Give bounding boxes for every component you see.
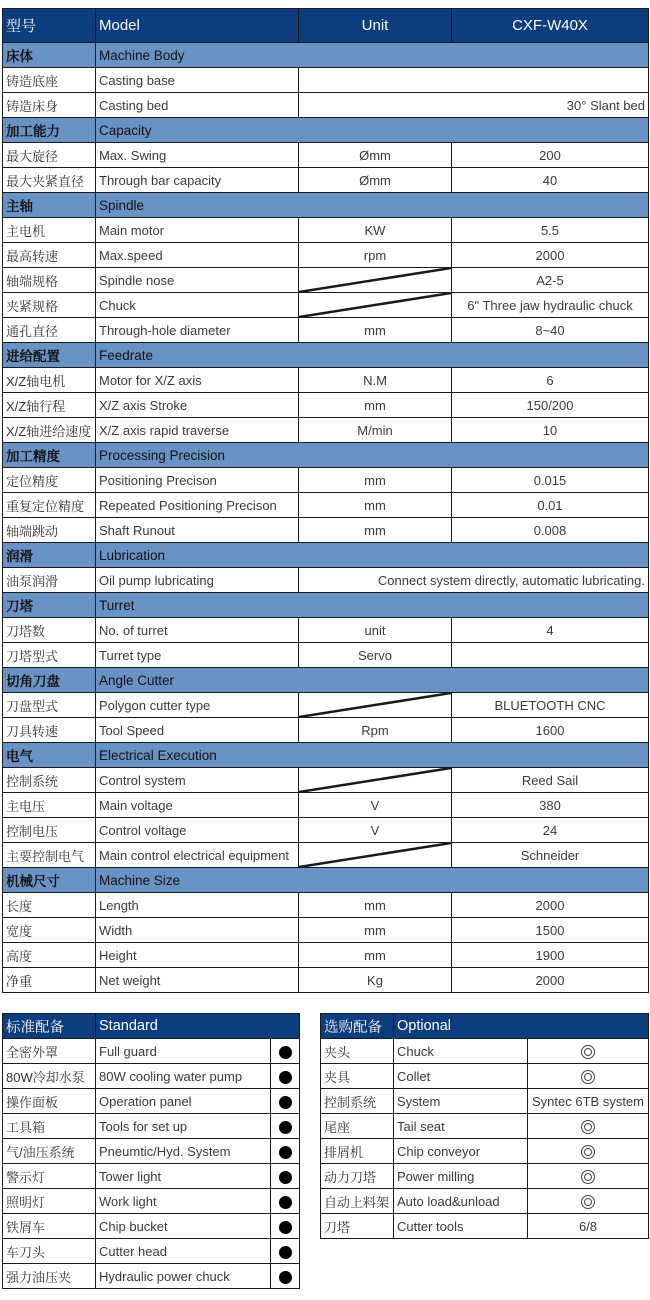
spec-label-zh: 轴端规格 — [3, 268, 96, 293]
spec-unit: mm — [299, 918, 452, 943]
spec-value: 0.01 — [452, 493, 649, 518]
spec-unit: Ømm — [299, 143, 452, 168]
item-label-zh: 气/油压系统 — [3, 1139, 96, 1164]
spec-unit: mm — [299, 393, 452, 418]
spec-label-zh: 油泵润滑 — [3, 568, 96, 593]
spec-unit-na — [299, 768, 452, 793]
spec-value: 150/200 — [452, 393, 649, 418]
section-title-en: Capacity — [96, 118, 649, 143]
optional-item-row — [321, 1089, 649, 1114]
spec-unit: mm — [299, 318, 452, 343]
header-model-zh: 型号 — [3, 9, 96, 43]
section-title-en: Angle Cutter — [96, 668, 649, 693]
spec-row — [3, 243, 649, 268]
spec-value: Connect system directly, automatic lubricating. — [299, 568, 649, 593]
spec-label-zh: 最高转速 — [3, 243, 96, 268]
spec-row — [3, 568, 649, 593]
double-circle-icon — [581, 1170, 595, 1184]
section-title-en: Spindle — [96, 193, 649, 218]
spec-table — [2, 8, 649, 993]
optional-item-row — [321, 1214, 649, 1239]
included-cell — [271, 1214, 300, 1239]
item-label-en: Tower light — [96, 1164, 271, 1189]
optional-item-row — [321, 1039, 649, 1064]
filled-dot-icon — [279, 1221, 292, 1234]
spec-unit: V — [299, 818, 452, 843]
spec-label-en: Main control electrical equipment — [96, 843, 299, 868]
spec-row — [3, 68, 649, 93]
spec-row — [3, 918, 649, 943]
spec-row — [3, 518, 649, 543]
section-row — [3, 43, 649, 68]
optional-cell — [528, 1139, 649, 1164]
included-cell — [271, 1264, 300, 1289]
spec-value — [452, 643, 649, 668]
item-label-zh: 刀塔 — [321, 1214, 394, 1239]
filled-dot-icon — [279, 1246, 292, 1259]
spec-value: 2000 — [452, 243, 649, 268]
spec-unit: mm — [299, 493, 452, 518]
section-row — [3, 193, 649, 218]
spec-row — [3, 768, 649, 793]
standard-title-en: Standard — [96, 1014, 300, 1039]
spec-unit: M/min — [299, 418, 452, 443]
spec-label-en: Tool Speed — [96, 718, 299, 743]
spec-row — [3, 293, 649, 318]
spec-row — [3, 893, 649, 918]
standard-item-row — [3, 1214, 300, 1239]
spec-value: 0.015 — [452, 468, 649, 493]
optional-header-row — [321, 1014, 649, 1039]
spec-value: 1900 — [452, 943, 649, 968]
spec-unit: mm — [299, 468, 452, 493]
spec-unit: unit — [299, 618, 452, 643]
spec-value: 40 — [452, 168, 649, 193]
spec-row — [3, 168, 649, 193]
section-row — [3, 443, 649, 468]
item-label-zh: 夹具 — [321, 1064, 394, 1089]
optional-cell — [528, 1189, 649, 1214]
spec-value — [299, 68, 649, 93]
spec-value: Schneider — [452, 843, 649, 868]
item-label-zh: 动力刀塔 — [321, 1164, 394, 1189]
header-model-name: CXF-W40X — [452, 9, 649, 43]
section-title-en: Lubrication — [96, 543, 649, 568]
standard-header-row — [3, 1014, 300, 1039]
spec-label-en: Positioning Precison — [96, 468, 299, 493]
item-label-zh: 控制系统 — [321, 1089, 394, 1114]
spec-unit: Ømm — [299, 168, 452, 193]
spec-label-zh: 定位精度 — [3, 468, 96, 493]
spec-value: 1600 — [452, 718, 649, 743]
item-label-zh: 全密外罩 — [3, 1039, 96, 1064]
item-label-zh: 80W冷却水泵 — [3, 1064, 96, 1089]
spec-row — [3, 718, 649, 743]
filled-dot-icon — [279, 1271, 292, 1284]
included-cell — [271, 1189, 300, 1214]
spec-value: 24 — [452, 818, 649, 843]
spec-label-zh: 夹紧规格 — [3, 293, 96, 318]
optional-item-row — [321, 1189, 649, 1214]
spec-row — [3, 793, 649, 818]
spec-label-zh: 通孔直径 — [3, 318, 96, 343]
spec-value: 1500 — [452, 918, 649, 943]
section-title-en: Machine Size — [96, 868, 649, 893]
item-label-zh: 工具箱 — [3, 1114, 96, 1139]
section-title-en: Feedrate — [96, 343, 649, 368]
filled-dot-icon — [279, 1046, 292, 1059]
spec-row — [3, 143, 649, 168]
section-row — [3, 343, 649, 368]
spec-value: 380 — [452, 793, 649, 818]
spec-unit-na — [299, 693, 452, 718]
item-label-en: Hydraulic power chuck — [96, 1264, 271, 1289]
spec-row — [3, 968, 649, 993]
spec-value: Reed Sail — [452, 768, 649, 793]
spec-unit: N.M — [299, 368, 452, 393]
filled-dot-icon — [279, 1071, 292, 1084]
spec-label-en: Max. Swing — [96, 143, 299, 168]
section-title-zh: 进给配置 — [3, 343, 96, 368]
spec-label-en: Polygon cutter type — [96, 693, 299, 718]
spec-row — [3, 818, 649, 843]
item-label-zh: 铁屑车 — [3, 1214, 96, 1239]
spec-label-en: Turret type — [96, 643, 299, 668]
standard-equipment-table — [2, 1013, 300, 1289]
optional-title-zh: 选购配备 — [321, 1014, 394, 1039]
double-circle-icon — [581, 1070, 595, 1084]
item-label-en: 80W cooling water pump — [96, 1064, 271, 1089]
spec-label-en: Shaft Runout — [96, 518, 299, 543]
included-cell — [271, 1039, 300, 1064]
item-label-en: Chip bucket — [96, 1214, 271, 1239]
not-applicable-slash-icon — [299, 843, 451, 867]
spec-label-en: X/Z axis rapid traverse — [96, 418, 299, 443]
section-title-zh: 机械尺寸 — [3, 868, 96, 893]
item-label-en: Work light — [96, 1189, 271, 1214]
double-circle-icon — [581, 1195, 595, 1209]
optional-item-row — [321, 1139, 649, 1164]
double-circle-icon — [581, 1145, 595, 1159]
spec-label-zh: 主电机 — [3, 218, 96, 243]
spec-label-zh: 铸造床身 — [3, 93, 96, 118]
section-title-zh: 刀塔 — [3, 593, 96, 618]
section-title-zh: 床体 — [3, 43, 96, 68]
item-label-zh: 照明灯 — [3, 1189, 96, 1214]
spec-value: 200 — [452, 143, 649, 168]
spec-label-en: X/Z axis Stroke — [96, 393, 299, 418]
not-applicable-slash-icon — [299, 293, 451, 317]
optional-cell — [528, 1114, 649, 1139]
spec-label-en: Oil pump lubricating — [96, 568, 299, 593]
spec-value: 6" Three jaw hydraulic chuck — [452, 293, 649, 318]
spec-row — [3, 393, 649, 418]
optional-cell — [528, 1039, 649, 1064]
optional-value: Syntec 6TB system — [528, 1089, 649, 1114]
spec-row — [3, 618, 649, 643]
standard-item-row — [3, 1114, 300, 1139]
spec-label-zh: 主要控制电气 — [3, 843, 96, 868]
spec-label-zh: 刀塔型式 — [3, 643, 96, 668]
spec-unit: mm — [299, 518, 452, 543]
optional-cell — [528, 1164, 649, 1189]
item-label-en: Pneumtic/Hyd. System — [96, 1139, 271, 1164]
spec-unit-na — [299, 293, 452, 318]
spec-label-zh: 铸造底座 — [3, 68, 96, 93]
spec-row — [3, 843, 649, 868]
filled-dot-icon — [279, 1196, 292, 1209]
spec-value: 10 — [452, 418, 649, 443]
spec-value: A2-5 — [452, 268, 649, 293]
item-label-zh: 警示灯 — [3, 1164, 96, 1189]
item-label-en: Cutter tools — [394, 1214, 528, 1239]
section-row — [3, 543, 649, 568]
spec-label-en: Motor for X/Z axis — [96, 368, 299, 393]
item-label-en: Auto load&unload — [394, 1189, 528, 1214]
section-title-zh: 切角刀盘 — [3, 668, 96, 693]
spec-label-zh: 控制系统 — [3, 768, 96, 793]
spec-label-en: Main motor — [96, 218, 299, 243]
optional-item-row — [321, 1114, 649, 1139]
item-label-en: System — [394, 1089, 528, 1114]
spec-label-zh: X/Z轴行程 — [3, 393, 96, 418]
not-applicable-slash-icon — [299, 768, 451, 792]
spec-label-zh: X/Z轴进给速度 — [3, 418, 96, 443]
spec-label-zh: 刀具转速 — [3, 718, 96, 743]
standard-item-row — [3, 1239, 300, 1264]
section-title-zh: 润滑 — [3, 543, 96, 568]
spec-row — [3, 368, 649, 393]
standard-item-row — [3, 1164, 300, 1189]
spec-row — [3, 468, 649, 493]
item-label-en: Chuck — [394, 1039, 528, 1064]
spec-label-en: Chuck — [96, 293, 299, 318]
section-row — [3, 593, 649, 618]
standard-item-row — [3, 1039, 300, 1064]
item-label-zh: 操作面板 — [3, 1089, 96, 1114]
spec-value: 6 — [452, 368, 649, 393]
section-title-en: Machine Body — [96, 43, 649, 68]
spec-label-en: Through bar capacity — [96, 168, 299, 193]
optional-title-en: Optional — [394, 1014, 649, 1039]
filled-dot-icon — [279, 1146, 292, 1159]
optional-equipment-table — [320, 1013, 649, 1239]
section-title-en: Turret — [96, 593, 649, 618]
optional-cell — [528, 1064, 649, 1089]
spec-label-zh: 净重 — [3, 968, 96, 993]
spec-row — [3, 318, 649, 343]
section-row — [3, 743, 649, 768]
spec-unit: V — [299, 793, 452, 818]
not-applicable-slash-icon — [299, 268, 451, 292]
spec-label-en: Height — [96, 943, 299, 968]
spec-label-en: Through-hole diameter — [96, 318, 299, 343]
item-label-en: Cutter head — [96, 1239, 271, 1264]
section-title-zh: 加工能力 — [3, 118, 96, 143]
spec-header-row — [3, 9, 649, 43]
item-label-zh: 夹头 — [321, 1039, 394, 1064]
standard-item-row — [3, 1139, 300, 1164]
item-label-en: Tools for set up — [96, 1114, 271, 1139]
standard-item-row — [3, 1189, 300, 1214]
double-circle-icon — [581, 1120, 595, 1134]
spec-row — [3, 693, 649, 718]
filled-dot-icon — [279, 1096, 292, 1109]
spec-unit-na — [299, 268, 452, 293]
included-cell — [271, 1064, 300, 1089]
optional-item-row — [321, 1164, 649, 1189]
included-cell — [271, 1089, 300, 1114]
spec-label-zh: 高度 — [3, 943, 96, 968]
item-label-en: Power milling — [394, 1164, 528, 1189]
spec-value: 30° Slant bed — [299, 93, 649, 118]
item-label-zh: 排屑机 — [321, 1139, 394, 1164]
spec-label-zh: 长度 — [3, 893, 96, 918]
spec-value: 5.5 — [452, 218, 649, 243]
optional-value: 6/8 — [528, 1214, 649, 1239]
double-circle-icon — [581, 1045, 595, 1059]
spec-unit: Kg — [299, 968, 452, 993]
section-row — [3, 868, 649, 893]
item-label-zh: 尾座 — [321, 1114, 394, 1139]
spec-value: BLUETOOTH CNC — [452, 693, 649, 718]
spec-label-en: Spindle nose — [96, 268, 299, 293]
not-applicable-slash-icon — [299, 693, 451, 717]
spec-value: 2000 — [452, 893, 649, 918]
spec-label-en: Repeated Positioning Precison — [96, 493, 299, 518]
spec-label-zh: 主电压 — [3, 793, 96, 818]
spec-row — [3, 418, 649, 443]
included-cell — [271, 1239, 300, 1264]
included-cell — [271, 1139, 300, 1164]
spec-row — [3, 268, 649, 293]
spec-row — [3, 493, 649, 518]
spec-label-en: Control system — [96, 768, 299, 793]
spec-label-zh: 轴端跳动 — [3, 518, 96, 543]
spec-label-zh: X/Z轴电机 — [3, 368, 96, 393]
spec-label-en: Length — [96, 893, 299, 918]
standard-item-row — [3, 1064, 300, 1089]
spec-label-zh: 重复定位精度 — [3, 493, 96, 518]
included-cell — [271, 1114, 300, 1139]
item-label-zh: 自动上料架 — [321, 1189, 394, 1214]
item-label-en: Tail seat — [394, 1114, 528, 1139]
section-title-zh: 加工精度 — [3, 443, 96, 468]
item-label-en: Chip conveyor — [394, 1139, 528, 1164]
item-label-en: Operation panel — [96, 1089, 271, 1114]
spec-label-zh: 刀盘型式 — [3, 693, 96, 718]
spec-unit: mm — [299, 943, 452, 968]
spec-label-en: Max.speed — [96, 243, 299, 268]
standard-item-row — [3, 1264, 300, 1289]
spec-value: 0.008 — [452, 518, 649, 543]
optional-item-row — [321, 1064, 649, 1089]
spec-label-zh: 刀塔数 — [3, 618, 96, 643]
spec-value: 8~40 — [452, 318, 649, 343]
spec-label-en: No. of turret — [96, 618, 299, 643]
item-label-en: Collet — [394, 1064, 528, 1089]
spec-unit: KW — [299, 218, 452, 243]
spec-unit: rpm — [299, 243, 452, 268]
spec-row — [3, 643, 649, 668]
spec-label-en: Width — [96, 918, 299, 943]
item-label-zh: 车刀头 — [3, 1239, 96, 1264]
section-title-en: Electrical Execution — [96, 743, 649, 768]
spec-unit-na — [299, 843, 452, 868]
filled-dot-icon — [279, 1171, 292, 1184]
standard-item-row — [3, 1089, 300, 1114]
spec-unit: Servo — [299, 643, 452, 668]
spec-value: 4 — [452, 618, 649, 643]
spec-row — [3, 93, 649, 118]
standard-title-zh: 标准配备 — [3, 1014, 96, 1039]
section-title-zh: 电气 — [3, 743, 96, 768]
spec-unit: Rpm — [299, 718, 452, 743]
item-label-en: Full guard — [96, 1039, 271, 1064]
spec-value: 2000 — [452, 968, 649, 993]
spec-label-zh: 最大夹紧直径 — [3, 168, 96, 193]
included-cell — [271, 1164, 300, 1189]
spec-label-zh: 宽度 — [3, 918, 96, 943]
spec-label-zh: 控制电压 — [3, 818, 96, 843]
spec-label-en: Casting base — [96, 68, 299, 93]
section-title-en: Processing Precision — [96, 443, 649, 468]
spec-label-en: Main voltage — [96, 793, 299, 818]
header-model-en: Model — [96, 9, 299, 43]
spec-unit: mm — [299, 893, 452, 918]
spec-label-en: Control voltage — [96, 818, 299, 843]
spec-label-en: Net weight — [96, 968, 299, 993]
section-row — [3, 118, 649, 143]
header-unit: Unit — [299, 9, 452, 43]
section-row — [3, 668, 649, 693]
spec-label-zh: 最大旋径 — [3, 143, 96, 168]
spec-row — [3, 943, 649, 968]
section-title-zh: 主轴 — [3, 193, 96, 218]
filled-dot-icon — [279, 1121, 292, 1134]
spec-row — [3, 218, 649, 243]
spec-label-en: Casting bed — [96, 93, 299, 118]
item-label-zh: 强力油压夹 — [3, 1264, 96, 1289]
